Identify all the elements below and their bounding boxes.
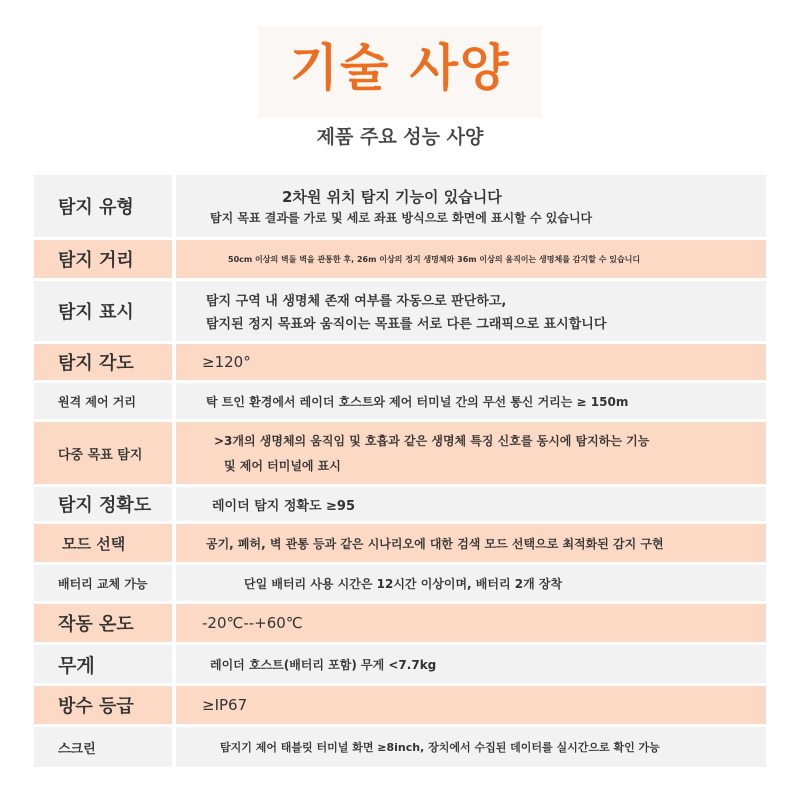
spec-value — [176, 422, 766, 484]
spec-value — [176, 727, 766, 767]
spec-label: 탐지 유형 — [34, 175, 172, 237]
spec-row-battery — [34, 565, 766, 601]
spec-row-detection-display — [34, 281, 766, 341]
spec-value-line: 레이더 탐지 정확도 ≥95 — [212, 498, 356, 514]
spec-row-operating-temp — [34, 604, 766, 642]
spec-value-line: 50cm 이상의 벽돌 벽을 관통한 후, 26m 이상의 정지 생명체와 36m 이상의 움직이는 생명체를 감지할 수 있습니디 — [228, 254, 641, 264]
spec-value — [176, 281, 766, 341]
spec-label: 무게 — [34, 645, 172, 683]
spec-label: 탐지 정확도 — [34, 487, 172, 521]
spec-value — [176, 686, 766, 724]
spec-row-screen — [34, 727, 766, 767]
spec-label: 탐지 표시 — [34, 281, 172, 341]
spec-label: 작동 온도 — [34, 604, 172, 642]
spec-value-line: -20℃--+60℃ — [202, 614, 303, 632]
spec-row-remote-range — [34, 383, 766, 419]
spec-label: 탐지 거리 — [34, 240, 172, 278]
spec-value — [176, 487, 766, 521]
spec-value — [176, 565, 766, 601]
page-subtitle: 제품 주요 성능 사양 — [316, 126, 484, 148]
spec-label: 원격 제어 거리 — [34, 383, 172, 419]
spec-value-line: 탁 트인 환경에서 레이더 호스트와 제어 터미널 간의 무선 통신 거리는 ≥ 150m — [206, 394, 629, 409]
spec-row-weight — [34, 645, 766, 683]
spec-value-line: 단일 배터리 사용 시간은 12시간 이상이며, 배터리 2개 장착 — [244, 576, 563, 591]
spec-value-line: 2차원 위치 탐지 기능이 있습니다 — [282, 188, 502, 206]
spec-value-line: 공기, 폐허, 벽 관통 등과 같은 시나리오에 대한 검색 모드 선택으로 최적화된 감지 구현 — [206, 536, 664, 551]
spec-value-line: 탐지된 정지 목표와 움직이는 목표를 서로 다른 그래픽으로 표시합니다 — [206, 317, 607, 332]
spec-label: 다중 목표 탐지 — [34, 422, 172, 484]
spec-row-multi-target — [34, 422, 766, 484]
spec-value — [176, 383, 766, 419]
spec-value-line: 탐지기 제어 태블릿 터미널 화면 ≥8inch, 장치에서 수집된 데이터를 실시간으로 확인 가능 — [220, 741, 660, 754]
spec-row-accuracy — [34, 487, 766, 521]
spec-row-mode-select — [34, 524, 766, 562]
spec-value-line: 탐지 목표 결과를 가로 및 세로 좌표 방식으로 화면에 표시할 수 있습니다 — [210, 211, 593, 225]
spec-value-line: 탐지 구역 내 생명체 존재 여부를 자동으로 판단하고, — [206, 294, 507, 309]
spec-value — [176, 175, 766, 237]
page-title: 기술 사양 — [289, 39, 511, 97]
spec-value-line: ≥120° — [202, 353, 251, 371]
spec-value — [176, 645, 766, 683]
spec-value-line: >3개의 생명체의 움직임 및 호흡과 같은 생명체 특징 신호를 동시에 탐지하는 기능 — [214, 434, 650, 448]
spec-value-line: 레이더 호스트(배터리 포함) 무게 <7.7kg — [210, 657, 437, 672]
spec-row-detection-range — [34, 240, 766, 278]
spec-label: 모드 선택 — [34, 524, 172, 562]
spec-row-detection-angle — [34, 344, 766, 380]
spec-label: 탐지 각도 — [34, 344, 172, 380]
spec-value — [176, 240, 766, 278]
spec-value-line: ≥IP67 — [202, 696, 248, 714]
spec-value — [176, 604, 766, 642]
spec-row-detection-type — [34, 175, 766, 237]
spec-label: 배터리 교체 가능 — [34, 565, 172, 601]
spec-table — [34, 175, 766, 770]
spec-label: 스크린 — [34, 727, 172, 767]
spec-value — [176, 344, 766, 380]
spec-label: 방수 등급 — [34, 686, 172, 724]
spec-row-waterproof — [34, 686, 766, 724]
spec-value — [176, 524, 766, 562]
spec-value-line: 및 제어 터미널에 표시 — [224, 459, 341, 473]
